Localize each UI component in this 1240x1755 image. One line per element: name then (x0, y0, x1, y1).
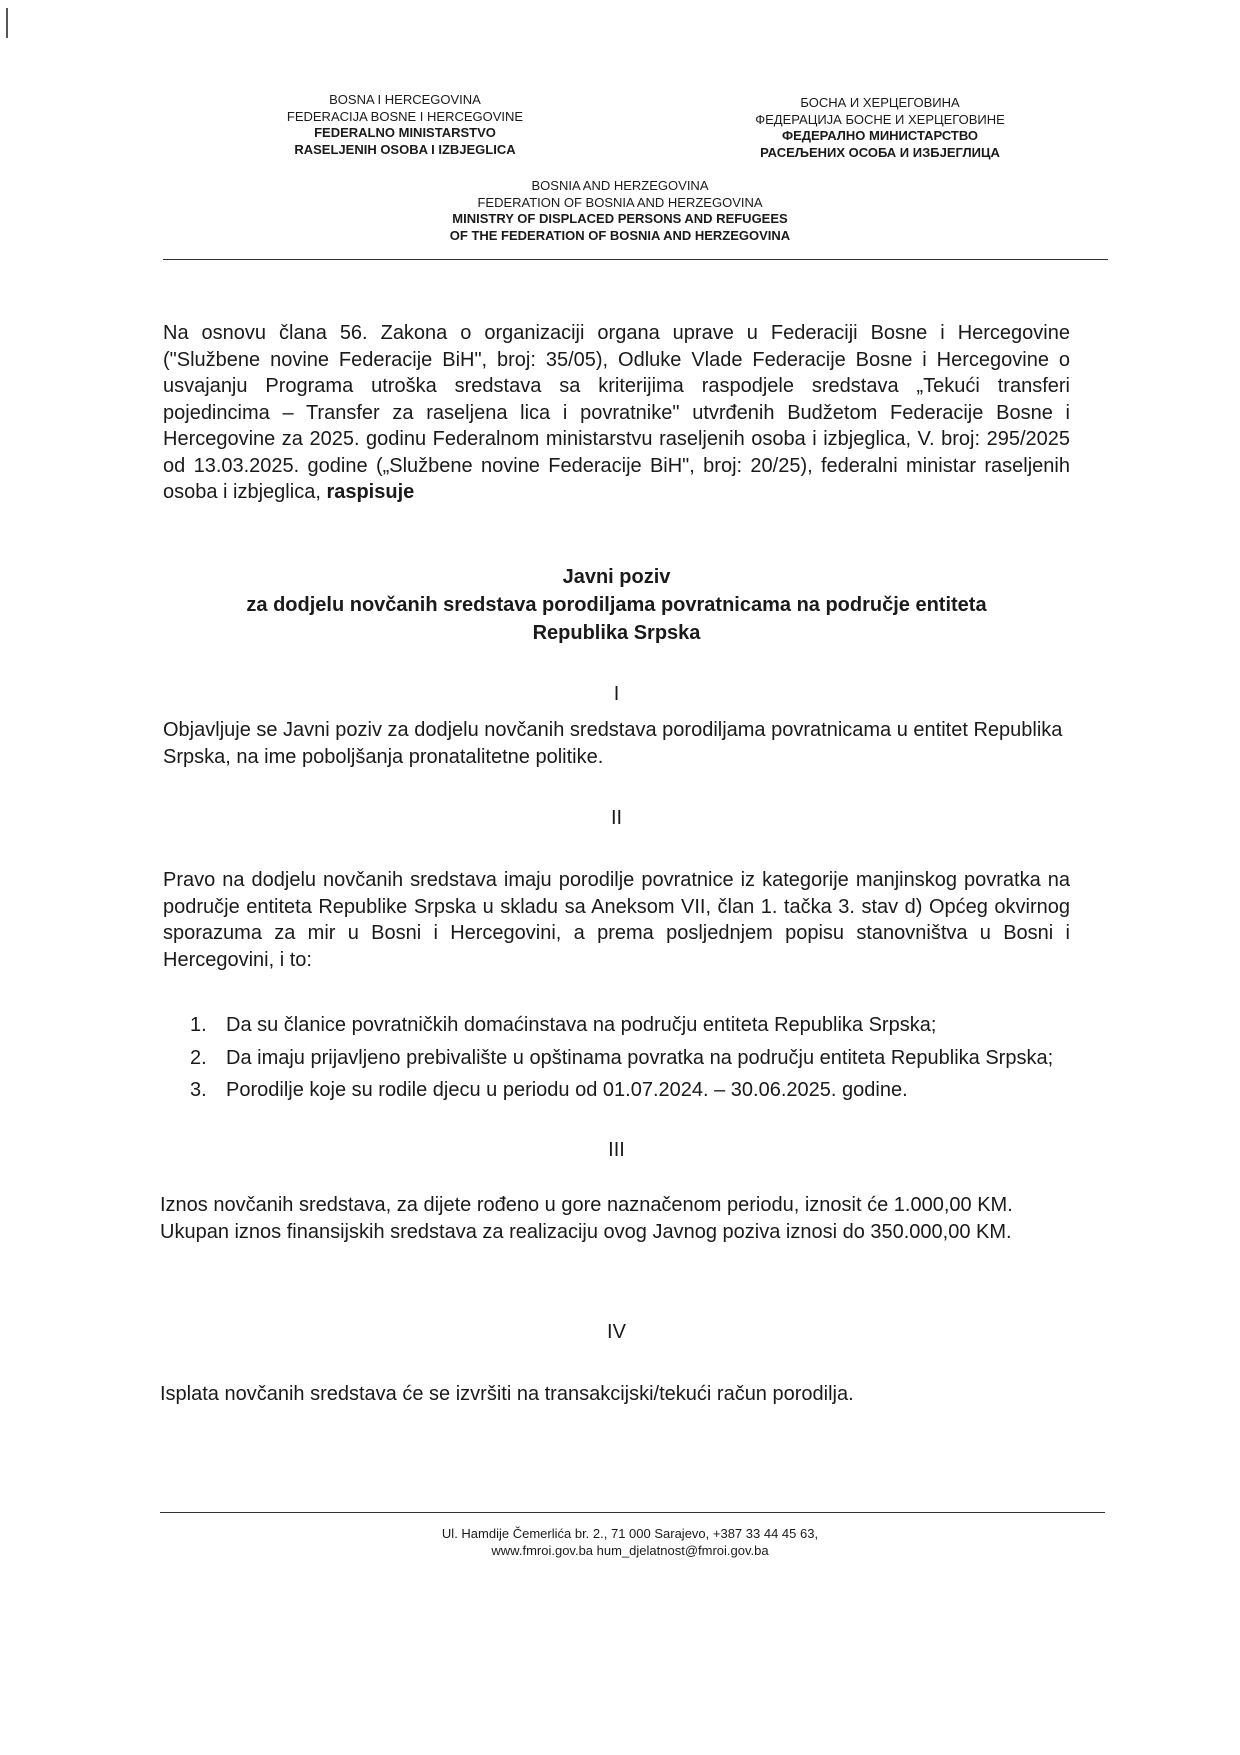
list-item-text: Da imaju prijavljeno prebivalište u opštinama povratka na području entiteta Republika Srpska; (226, 1046, 1054, 1069)
title-line-1: Javni poziv (562, 566, 671, 588)
header-english-line-1: BOSNIA AND HERZEGOVINA (531, 178, 709, 193)
title-line-2: za dodjelu novčanih sredstava porodiljama povratnicama na područje entiteta (246, 594, 987, 616)
list-item-number: 1. (190, 1014, 207, 1036)
header-latin-line-2: FEDERACIJA BOSNE I HERCEGOVINE (286, 108, 524, 124)
section-heading-3: III (608, 1139, 625, 1161)
intro-verb: raspisuje (326, 481, 415, 503)
header-cyrillic-line-1: БОСНА И ХЕРЦЕГОВИНА (800, 95, 960, 110)
footer-address: Ul. Hamdije Čemerlića br. 2., 71 000 Sarajevo, +387 33 44 45 63, (441, 1526, 819, 1541)
section-3-line-2: Ukupan iznos finansijskih sredstava za realizaciju ovog Javnog poziva iznosi do 350.000,00 KM. (160, 1220, 1012, 1243)
header-latin-line-4: RASELJENIH OSOBA I IZBJEGLICA (294, 141, 516, 157)
list-item-number: 2. (190, 1046, 207, 1069)
list-item-number: 3. (190, 1079, 207, 1101)
header-cyrillic (725, 95, 1035, 161)
intro-text: Na osnovu člana 56. Zakona o organizaciji organa uprave u Federaciji Bosne i Hercegovine ("Službene novine Federacije BiH", broj: 35/05), Odluke Vlade Federacije Bosne i Hercegovine o usvajanju Programa utroška sredstava sa kriterijima raspodjele sredstava „Tekući transferi pojedincima – Transfer za raseljena lica i povratnike" utvrđenih Budžetom Federacije Bosne i Hercegovine za 2025. godinu Federalnom ministarstvu raseljenih osoba i izbjeglica, V. broj: 295/2025 od 13.03.2025. godine („Službene novine Federacije BiH", broj: 20/25), federalni ministar raseljenih osoba i izbjeglica, (163, 322, 1070, 503)
header-latin-line-1: BOSNA I HERCEGOVINA (329, 92, 481, 107)
list-item (190, 1012, 1070, 1039)
document-title (163, 563, 1070, 647)
section-3-line-1: Iznos novčanih sredstava, za dijete rođeno u gore naznačenom periodu, iznosit će 1.000,00 KM. (160, 1194, 1013, 1216)
section-heading-1: I (613, 683, 620, 705)
footer-contacts: www.fmroi.gov.ba hum_djelatnost@fmroi.gov.ba (491, 1543, 769, 1558)
list-item (190, 1045, 1070, 1072)
section-heading-2: II (610, 807, 623, 829)
intro-paragraph (163, 320, 1070, 506)
header-english-line-3: MINISTRY OF DISPLACED PERSONS AND REFUGEES (452, 211, 788, 226)
list-item-text: Porodilje koje su rodile djecu u periodu od 01.07.2024. – 30.06.2025. godine. (226, 1079, 908, 1101)
header-latin (255, 92, 555, 158)
header-cyrillic-line-4: РАСЕЉЕНИХ ОСОБА И ИЗБЈЕГЛИЦА (760, 144, 1000, 160)
list-item (190, 1077, 1070, 1104)
header-divider (163, 259, 1108, 260)
header-english-line-4: OF THE FEDERATION OF BOSNIA AND HERZEGOVINA (449, 227, 791, 243)
scan-mark (6, 8, 8, 38)
footer-divider (160, 1512, 1105, 1513)
section-3-text (160, 1192, 1080, 1245)
header-cyrillic-line-2: ФЕДЕРАЦИЈА БОСНЕ И ХЕРЦЕГОВИНЕ (755, 111, 1005, 127)
section-4-text: Isplata novčanih sredstava će se izvršiti na transakcijski/tekući račun porodilja. (160, 1383, 854, 1405)
section-heading-4: IV (607, 1321, 626, 1343)
header-latin-line-3: FEDERALNO MINISTARSTVO (314, 125, 496, 140)
header-cyrillic-line-3: ФЕДЕРАЛНО МИНИСТАРСТВО (781, 128, 978, 143)
header-english (430, 178, 810, 244)
section-2-text: Pravo na dodjelu novčanih sredstava imaju porodilje povratnice iz kategorije manjinskog povratka na područje entiteta Republike Srpska u skladu sa Aneksom VII, član 1. tačka 3. stav d) Općeg okvirnog sporazuma za mir u Bosni i Hercegovini, a prema posljednjem popisu stanovništva u Bosni i Hercegovini, i to: (163, 869, 1070, 971)
section-1-text: Objavljuje se Javni poziv za dodjelu novčanih sredstava porodiljama povratnicama u entitet Republika Srpska, na ime poboljšanja pronatalitetne politike. (163, 719, 1063, 768)
footer (330, 1525, 930, 1559)
header-english-line-2: FEDERATION OF BOSNIA AND HERZEGOVINA (477, 194, 763, 210)
list-item-text: Da su članice povratničkih domaćinstava na području entiteta Republika Srpska; (226, 1014, 937, 1036)
title-line-3: Republika Srpska (532, 622, 701, 644)
criteria-list (190, 1012, 1070, 1110)
